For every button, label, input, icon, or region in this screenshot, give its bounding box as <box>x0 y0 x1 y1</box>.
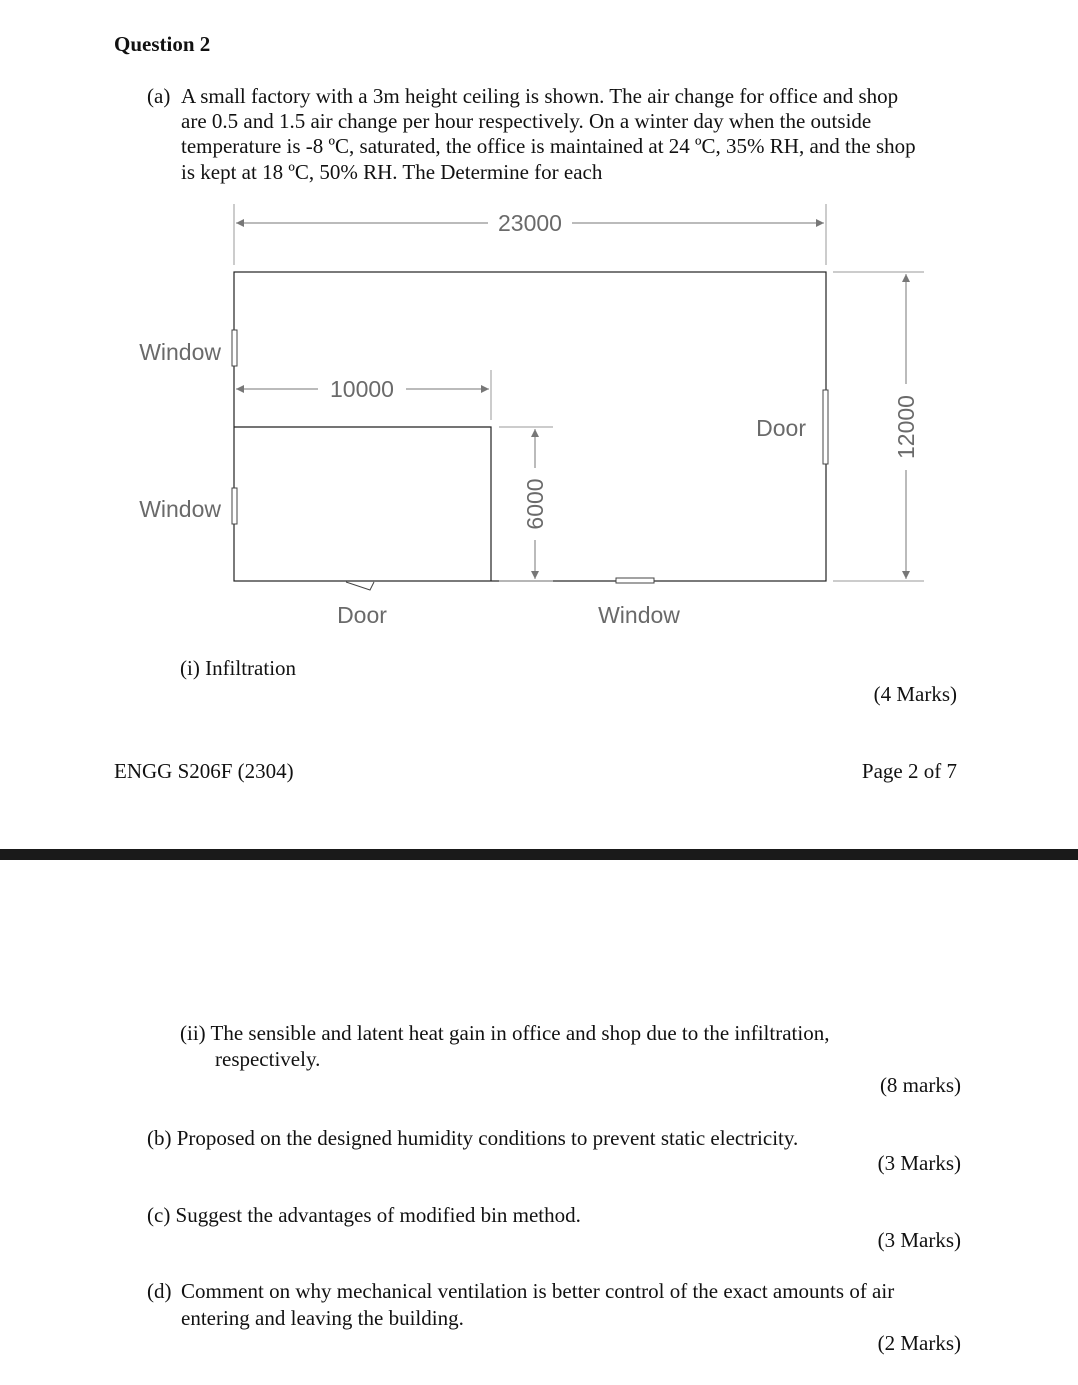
office-partition <box>234 427 491 581</box>
part-a-line-4: is kept at 18 ºC, 50% RH. The Determine for each <box>181 160 603 184</box>
door-bottom-label: Door <box>337 602 387 628</box>
part-d-line-2: entering and leaving the building. <box>181 1306 464 1330</box>
part-b-text: (b) Proposed on the designed humidity conditions to prevent static electricity. <box>147 1126 799 1150</box>
part-a-i-marks: (4 Marks) <box>873 682 957 706</box>
door-right-symbol <box>823 390 828 464</box>
part-a-ii-marks: (8 marks) <box>879 1073 961 1097</box>
dim-10000-label: 10000 <box>330 376 394 402</box>
part-c-marks: (3 Marks) <box>877 1228 961 1252</box>
part-a-label: (a) <box>147 84 171 108</box>
part-b-marks: (3 Marks) <box>877 1151 961 1175</box>
dimension-office-depth <box>499 427 553 581</box>
window-lower-symbol <box>232 488 237 524</box>
part-a-line-1: A small factory with a 3m height ceiling is shown. The air change for office and shop <box>181 84 899 108</box>
page-divider <box>0 849 1078 860</box>
part-d-marks: (2 Marks) <box>877 1331 961 1355</box>
part-a-line-3: temperature is -8 ºC, saturated, the office is maintained at 24 ºC, 35% RH, and the shop <box>181 134 916 158</box>
part-c-text: (c) Suggest the advantages of modified bin method. <box>147 1203 581 1227</box>
dim-23000-label: 23000 <box>498 210 562 236</box>
floor-plan-diagram <box>0 0 1078 650</box>
dimension-total-width <box>234 204 826 265</box>
part-d-label: (d) <box>147 1279 172 1303</box>
dimension-total-depth <box>833 272 924 581</box>
footer-course-code: ENGG S206F (2304) <box>114 759 294 783</box>
door-bottom-symbol <box>346 582 374 590</box>
part-a-i-text: (i) Infiltration <box>180 656 297 680</box>
footer-page-number: Page 2 of 7 <box>861 759 957 783</box>
part-d-line-1: Comment on why mechanical ventilation is better control of the exact amounts of air <box>181 1279 895 1303</box>
window-upper-symbol <box>232 330 237 366</box>
window-upper-label: Window <box>139 339 221 365</box>
window-bottom-label: Window <box>598 602 680 628</box>
door-right-label: Door <box>756 415 806 441</box>
dimension-office-width <box>236 370 491 420</box>
part-a-line-2: are 0.5 and 1.5 air change per hour respectively. On a winter day when the outside <box>181 109 872 133</box>
dim-6000-label: 6000 <box>522 478 548 530</box>
window-bottom-symbol <box>616 578 654 583</box>
question-title: Question 2 <box>114 32 211 56</box>
dim-12000-label: 12000 <box>893 395 919 459</box>
part-a-ii-line-2: respectively. <box>215 1047 321 1071</box>
window-lower-label: Window <box>139 496 221 522</box>
part-a-ii-line-1: (ii) The sensible and latent heat gain in office and shop due to the infiltration, <box>180 1021 830 1045</box>
